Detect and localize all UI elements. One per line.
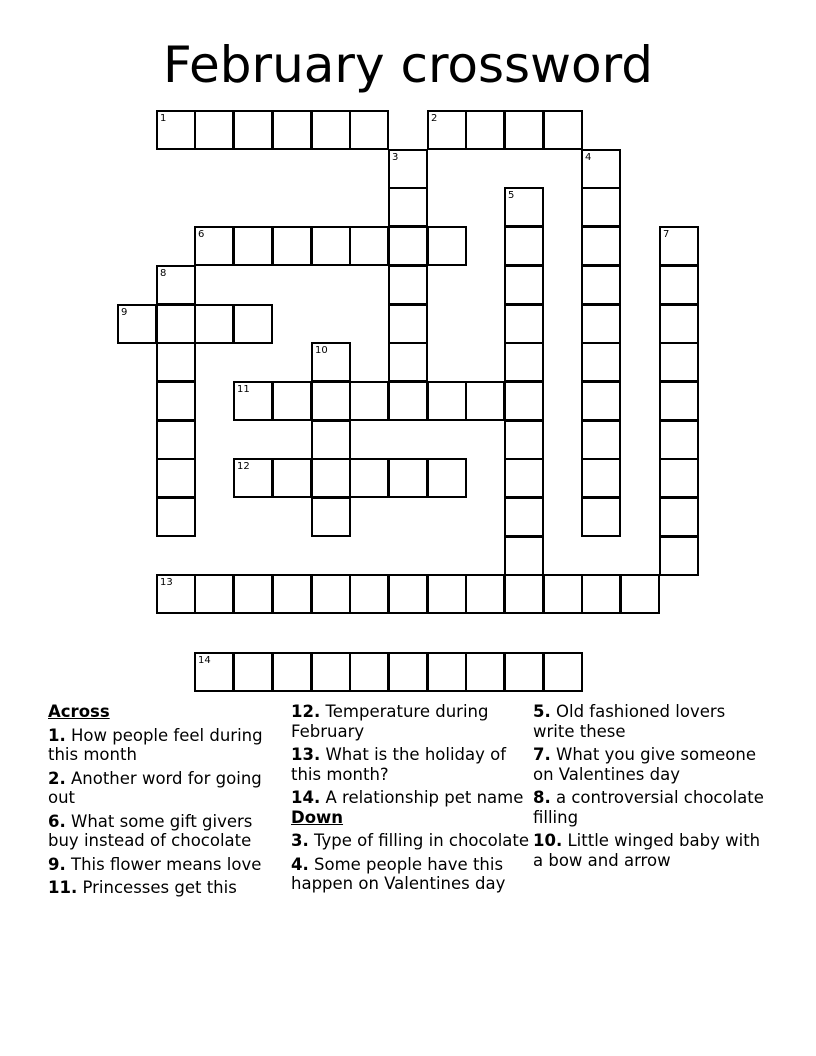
clue-number: 13. (291, 745, 321, 764)
grid-cell[interactable] (349, 110, 389, 150)
clue-across-2 (48, 769, 283, 808)
grid-cell[interactable] (427, 381, 467, 421)
clue-number: 9. (48, 854, 66, 874)
grid-cell[interactable] (156, 342, 196, 382)
grid-cell[interactable] (194, 226, 234, 266)
grid-cell[interactable] (349, 458, 389, 498)
grid-cell[interactable] (194, 110, 234, 150)
grid-cell[interactable] (233, 574, 273, 614)
grid-cell[interactable] (349, 226, 389, 266)
grid-cell[interactable] (427, 458, 467, 498)
grid-cell[interactable] (311, 381, 351, 421)
clue-number: 7. (533, 745, 551, 764)
grid-cell[interactable] (311, 420, 351, 460)
grid-cell[interactable] (581, 381, 621, 421)
clue-text: Temperature during February (291, 702, 489, 741)
grid-cell[interactable] (504, 381, 544, 421)
grid-cell[interactable] (659, 420, 699, 460)
clue-text: Little winged baby with a bow and arrow (533, 831, 761, 870)
clue-number-label: 10 (315, 345, 328, 356)
clue-number-label: 2 (431, 113, 438, 124)
clue-number-label: 12 (237, 461, 250, 472)
clue-text: a controversial chocolate filling (533, 788, 764, 827)
grid-cell[interactable] (659, 381, 699, 421)
grid-cell[interactable] (659, 304, 699, 344)
clue-number: 4. (291, 854, 309, 874)
clue-number-label: 13 (160, 577, 173, 588)
clue-number-label: 6 (198, 229, 205, 240)
grid-cell[interactable] (311, 110, 351, 150)
grid-cell[interactable] (388, 381, 428, 421)
grid-cell[interactable] (156, 265, 196, 305)
grid-cell[interactable] (156, 458, 196, 498)
grid-cell[interactable] (581, 265, 621, 305)
grid-cell[interactable] (272, 110, 312, 150)
grid-cell[interactable] (156, 110, 196, 150)
clue-across-13 (291, 745, 531, 784)
grid-cell[interactable] (388, 226, 428, 266)
clues-column-3 (533, 702, 768, 874)
clue-text: How people feel during this month (48, 725, 263, 764)
grid-cell[interactable] (504, 420, 544, 460)
grid-cell[interactable] (620, 574, 660, 614)
grid-cell[interactable] (388, 652, 428, 692)
clue-number-label: 11 (237, 384, 250, 395)
clue-down-8 (533, 788, 768, 827)
grid-cell[interactable] (156, 420, 196, 460)
clue-down-7 (533, 745, 768, 784)
grid-cell[interactable] (272, 381, 312, 421)
grid-cell[interactable] (311, 574, 351, 614)
clue-across-6 (48, 812, 283, 851)
down-heading: Down (291, 807, 344, 827)
clue-number: 5. (533, 702, 551, 721)
clue-text: What you give someone on Valentines day (533, 745, 756, 784)
grid-cell[interactable] (311, 458, 351, 498)
clue-number: 6. (48, 811, 66, 831)
grid-cell[interactable] (117, 304, 157, 344)
clue-number: 10. (533, 831, 563, 850)
page-title: February crossword (163, 36, 653, 94)
grid-cell[interactable] (504, 536, 544, 576)
grid-cell[interactable] (659, 265, 699, 305)
grid-cell[interactable] (194, 304, 234, 344)
grid-cell[interactable] (504, 304, 544, 344)
clue-text: Princesses get this (82, 878, 237, 897)
clues-column-1 (48, 702, 283, 902)
grid-cell[interactable] (659, 226, 699, 266)
grid-cell[interactable] (349, 381, 389, 421)
grid-cell[interactable] (543, 574, 583, 614)
grid-cell[interactable] (581, 458, 621, 498)
clue-number: 11. (48, 878, 78, 897)
clue-across-1 (48, 726, 283, 765)
grid-cell[interactable] (581, 574, 621, 614)
clue-number: 14. (291, 788, 321, 807)
grid-cell[interactable] (156, 381, 196, 421)
grid-cell[interactable] (311, 652, 351, 692)
grid-cell[interactable] (504, 187, 544, 227)
grid-cell[interactable] (581, 149, 621, 189)
grid-cell[interactable] (427, 652, 467, 692)
clue-number-label: 9 (121, 307, 128, 318)
grid-cell[interactable] (194, 574, 234, 614)
clue-text: What some gift givers buy instead of chocolate (48, 811, 253, 850)
clue-across-12 (291, 702, 531, 741)
clue-number-label: 1 (160, 113, 167, 124)
grid-cell[interactable] (581, 342, 621, 382)
grid-cell[interactable] (233, 110, 273, 150)
grid-cell[interactable] (504, 110, 544, 150)
grid-cell[interactable] (504, 226, 544, 266)
grid-cell[interactable] (581, 304, 621, 344)
grid-cell[interactable] (427, 574, 467, 614)
grid-cell[interactable] (504, 458, 544, 498)
grid-cell[interactable] (659, 536, 699, 576)
grid-cell[interactable] (388, 149, 428, 189)
grid-cell[interactable] (388, 574, 428, 614)
grid-cell[interactable] (272, 458, 312, 498)
grid-cell[interactable] (233, 458, 273, 498)
clue-across-11 (48, 878, 283, 898)
grid-cell[interactable] (233, 304, 273, 344)
grid-cell[interactable] (311, 226, 351, 266)
grid-cell[interactable] (156, 574, 196, 614)
grid-cell[interactable] (272, 574, 312, 614)
grid-cell[interactable] (156, 497, 196, 537)
grid-cell[interactable] (233, 652, 273, 692)
grid-cell[interactable] (388, 304, 428, 344)
clue-text: A relationship pet name (325, 788, 524, 807)
grid-cell[interactable] (504, 497, 544, 537)
clues-column-2 (291, 702, 531, 898)
clue-number-label: 14 (198, 655, 211, 666)
grid-cell[interactable] (233, 226, 273, 266)
grid-cell[interactable] (659, 458, 699, 498)
clue-down-4 (291, 855, 531, 894)
grid-cell[interactable] (581, 497, 621, 537)
grid-cell[interactable] (465, 381, 505, 421)
clue-text: Some people have this happen on Valentines day (291, 854, 506, 893)
clue-number: 1. (48, 725, 66, 745)
clue-number-label: 8 (160, 268, 167, 279)
clue-number: 12. (291, 702, 321, 721)
grid-cell[interactable] (504, 265, 544, 305)
grid-cell[interactable] (272, 226, 312, 266)
clue-number-label: 7 (663, 229, 670, 240)
grid-cell[interactable] (388, 187, 428, 227)
grid-cell[interactable] (388, 458, 428, 498)
across-heading: Across (48, 702, 110, 721)
grid-cell[interactable] (581, 420, 621, 460)
grid-cell[interactable] (388, 342, 428, 382)
grid-cell[interactable] (388, 265, 428, 305)
grid-cell[interactable] (272, 652, 312, 692)
clue-text: Another word for going out (48, 768, 262, 807)
grid-cell[interactable] (427, 226, 467, 266)
clue-number: 3. (291, 831, 309, 850)
grid-cell[interactable] (543, 110, 583, 150)
grid-cell[interactable] (659, 342, 699, 382)
grid-cell[interactable] (504, 574, 544, 614)
clue-text: What is the holiday of this month? (291, 745, 507, 784)
clue-text: Old fashioned lovers write these (533, 702, 726, 741)
grid-cell[interactable] (194, 652, 234, 692)
clue-number: 8. (533, 788, 551, 807)
grid-cell[interactable] (349, 574, 389, 614)
grid-cell[interactable] (311, 342, 351, 382)
grid-cell[interactable] (581, 187, 621, 227)
grid-cell[interactable] (543, 652, 583, 692)
grid-cell[interactable] (233, 381, 273, 421)
clue-number: 2. (48, 768, 66, 788)
grid-cell[interactable] (311, 497, 351, 537)
grid-cell[interactable] (465, 574, 505, 614)
clue-number-label: 5 (508, 190, 515, 201)
grid-cell[interactable] (659, 497, 699, 537)
grid-cell[interactable] (465, 652, 505, 692)
clue-across-14 (291, 788, 531, 808)
clue-number-label: 3 (392, 152, 399, 163)
clue-down-5 (533, 702, 768, 741)
grid-cell[interactable] (504, 652, 544, 692)
grid-cell[interactable] (349, 652, 389, 692)
clue-text: Type of filling in chocolate (314, 831, 530, 850)
grid-cell[interactable] (427, 110, 467, 150)
grid-cell[interactable] (504, 342, 544, 382)
clue-down-10 (533, 831, 768, 870)
clue-down-3 (291, 831, 531, 851)
clue-across-9 (48, 855, 283, 875)
grid-cell[interactable] (156, 304, 196, 344)
grid-cell[interactable] (581, 226, 621, 266)
clue-text: This flower means love (71, 854, 262, 874)
grid-cell[interactable] (465, 110, 505, 150)
clue-number-label: 4 (585, 152, 592, 163)
